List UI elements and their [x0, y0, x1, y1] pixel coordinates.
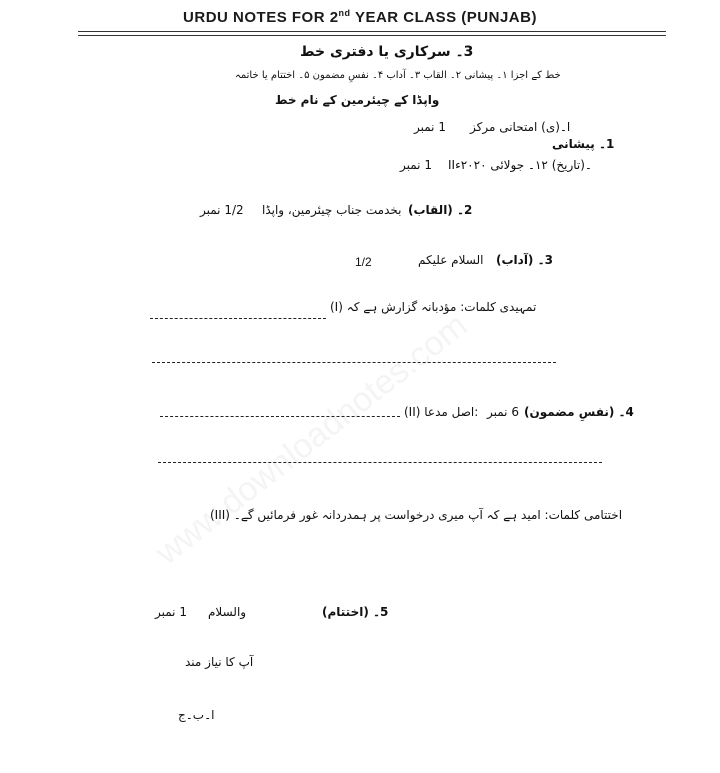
- header-title-before: URDU NOTES FOR 2: [183, 9, 339, 26]
- header-title-after: YEAR CLASS (PUNJAB): [350, 9, 537, 26]
- header-rule-top: [78, 31, 666, 32]
- page-header: [0, 8, 720, 26]
- item3-marks: 1/2: [355, 255, 372, 269]
- header-rule-bottom: [78, 35, 666, 36]
- dashed-line-4: [158, 462, 602, 463]
- item4-marks: 6 نمبر: [487, 405, 519, 419]
- item1-sub-i-marks: 1 نمبر: [414, 120, 446, 134]
- item4-label: 4۔ (نفسِ مضمون): [524, 405, 634, 419]
- item1-sub-i: ا۔(ی) امتحانی مرکز: [470, 120, 571, 134]
- item5-marks: 1 نمبر: [155, 605, 187, 619]
- section-title: 3۔ سرکاری یا دفتری خط: [300, 44, 474, 60]
- header-title-sup: nd: [338, 8, 351, 18]
- dashed-line-2: [152, 362, 556, 363]
- item4-main: (II) اصل مدعا:: [404, 405, 479, 419]
- item4-conclusion: (III) اختتامی کلمات: امید ہے کہ آپ میری درخواست پر ہمدردانہ غور فرمائیں گے۔: [210, 508, 623, 522]
- item4-intro: (I) تمہیدی کلمات: مؤدبانہ گزارش ہے کہ: [330, 300, 537, 314]
- sender-initials: ا۔ب۔ج: [178, 708, 215, 722]
- item1-sub-ii: II۔(تاریخ) ۱۲۔ جولائی ۲۰۲۰ء: [448, 158, 592, 172]
- item2-label: 2۔ (القاب): [408, 203, 473, 217]
- letter-parts: خط کے اجزا ۱۔ پیشانی ۲۔ القاب ۳۔ آداب ۴۔ نفسِ مضمون ۵۔ اختتام یا خاتمہ: [235, 70, 561, 81]
- dashed-line-3: [160, 416, 400, 417]
- item5-label: 5۔ (اختتام): [322, 605, 389, 619]
- item1-label: 1۔ پیشانی: [552, 137, 615, 151]
- watermark: [149, 306, 475, 573]
- dashed-line-1: [150, 318, 326, 319]
- item1-sub-ii-marks: 1 نمبر: [400, 158, 432, 172]
- letter-subtitle: واپڈا کے چیئرمین کے نام خط: [275, 93, 440, 107]
- item5-text: والسلام: [208, 605, 247, 619]
- item2-marks: 1/2 نمبر: [200, 203, 244, 217]
- item3-text: السلام علیکم: [418, 253, 484, 267]
- item2-text: بخدمت جناب چیئرمین، واپڈا: [262, 203, 402, 217]
- closing-line: آپ کا نیاز مند: [185, 655, 254, 669]
- item3-label: 3۔ (آداب): [496, 253, 553, 267]
